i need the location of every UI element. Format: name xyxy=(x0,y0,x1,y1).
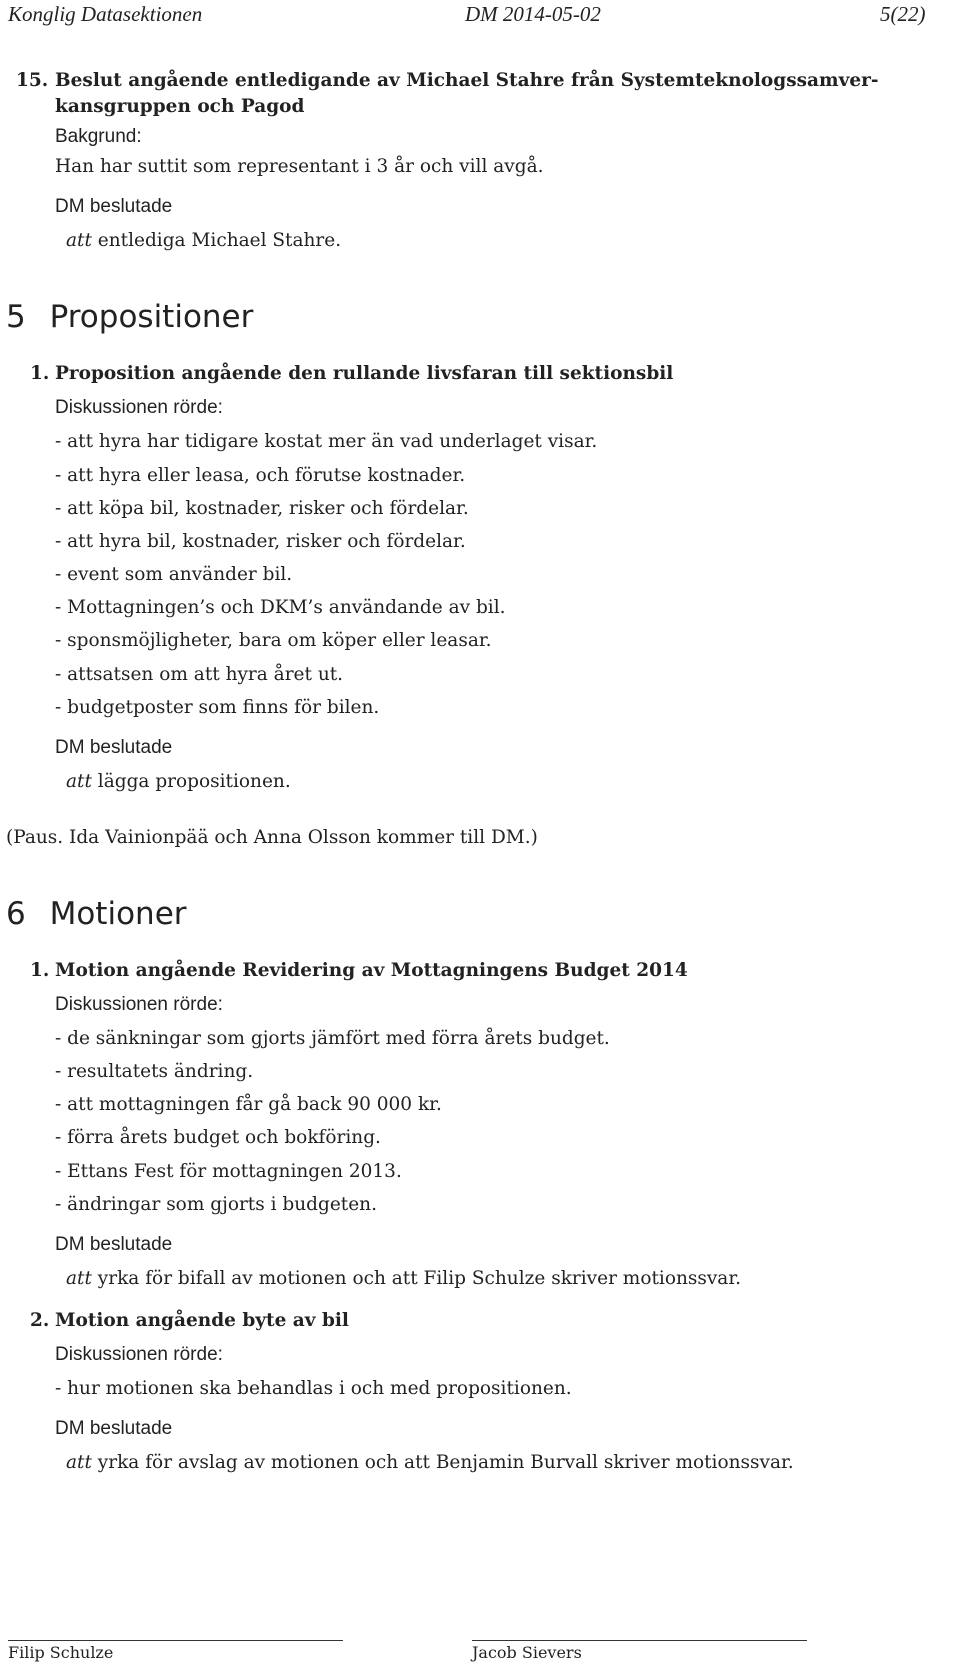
item-15-decision xyxy=(66,230,341,251)
section-5-item-1-point: - att hyra har tidigare kostat mer än vad underlaget visar. xyxy=(55,431,598,452)
signature-line-left xyxy=(8,1640,343,1641)
section-5-item-1-point: - att köpa bil, kostnader, risker och fördelar. xyxy=(55,498,469,519)
section-5-item-1-title: Proposition angående den rullande livsfaran till sektionsbil xyxy=(55,363,674,384)
section-6-item-1-point: - ändringar som gjorts i budgeten. xyxy=(55,1194,377,1215)
section-6-item-2-number: 2. xyxy=(30,1310,50,1331)
section-6-item-2-decision-att: att xyxy=(66,1452,92,1473)
section-5-item-1-decision-att: att xyxy=(66,771,92,792)
header-page-number: 5(22) xyxy=(880,2,926,26)
section-6-item-2-decision-heading: DM beslutade xyxy=(55,1418,173,1439)
section-5-item-1-point: - att hyra eller leasa, och förutse kostnader. xyxy=(55,465,466,486)
section-6-item-1-point: - Ettans Fest för mottagningen 2013. xyxy=(55,1161,402,1182)
section-6-item-1-point: - de sänkningar som gjorts jämfört med förra årets budget. xyxy=(55,1028,610,1049)
section-5-item-1-point: - budgetposter som finns för bilen. xyxy=(55,697,380,718)
section-5-heading xyxy=(6,299,253,335)
item-15-number: 15. xyxy=(16,70,49,91)
section-6-item-1-decision-att: att xyxy=(66,1268,92,1289)
section-5-item-1-point: - sponsmöjligheter, bara om köper eller leasar. xyxy=(55,630,492,651)
section-5-number: 5 xyxy=(6,299,26,335)
section-6-item-1-discussion-label: Diskussionen rörde: xyxy=(55,994,223,1015)
item-15-title-line1: Beslut angående entledigande av Michael Stahre från Systemteknologssamver- xyxy=(55,70,879,91)
signatory-left: Filip Schulze xyxy=(8,1643,114,1662)
section-6-item-1-title: Motion angående Revidering av Mottagningens Budget 2014 xyxy=(55,960,688,981)
section-6-item-1-point: - att mottagningen får gå back 90 000 kr. xyxy=(55,1094,442,1115)
section-6-item-1-point: - resultatets ändring. xyxy=(55,1061,254,1082)
section-6-item-2-discussion-label: Diskussionen rörde: xyxy=(55,1344,223,1365)
section-6-item-2-decision xyxy=(66,1452,794,1473)
item-15-decision-heading: DM beslutade xyxy=(55,196,173,217)
section-5-item-1-decision-heading: DM beslutade xyxy=(55,737,173,758)
section-6-item-1-decision-heading: DM beslutade xyxy=(55,1234,173,1255)
section-5-item-1-discussion-label: Diskussionen rörde: xyxy=(55,397,223,418)
section-6-item-1-decision xyxy=(66,1268,741,1289)
item-15-title-line2: kansgruppen och Pagod xyxy=(55,96,305,117)
section-5-item-1-point: - attsatsen om att hyra året ut. xyxy=(55,664,344,685)
section-6-item-1-number: 1. xyxy=(30,960,50,981)
section-6-item-2-title: Motion angående byte av bil xyxy=(55,1310,349,1331)
section-6-item-1-decision-text: yrka för bifall av motionen och att Filip Schulze skriver motionssvar. xyxy=(97,1268,742,1289)
signature-line-right xyxy=(472,1640,807,1641)
signatory-right: Jacob Sievers xyxy=(472,1643,582,1662)
section-6-number: 6 xyxy=(6,896,26,932)
section-6-item-1-point: - förra årets budget och bokföring. xyxy=(55,1127,381,1148)
section-5-title: Propositioner xyxy=(49,299,254,335)
section-6-item-2-decision-text: yrka för avslag av motionen och att Benjamin Burvall skriver motionssvar. xyxy=(97,1452,794,1473)
header-date: DM 2014-05-02 xyxy=(465,2,601,26)
pause-note: (Paus. Ida Vainionpää och Anna Olsson kommer till DM.) xyxy=(6,827,538,848)
section-6-heading xyxy=(6,896,187,932)
section-5-item-1-decision-text: lägga propositionen. xyxy=(97,771,291,792)
section-5-item-1-number: 1. xyxy=(30,363,50,384)
item-15-decision-att: att xyxy=(66,230,92,251)
section-5-item-1-decision xyxy=(66,771,291,792)
section-6-title: Motioner xyxy=(49,896,187,932)
section-6-item-2-point: - hur motionen ska behandlas i och med propositionen. xyxy=(55,1378,572,1399)
section-5-item-1-point: - event som använder bil. xyxy=(55,564,293,585)
item-15-background-text: Han har suttit som representant i 3 år och vill avgå. xyxy=(55,156,544,177)
section-5-item-1-point: - att hyra bil, kostnader, risker och fördelar. xyxy=(55,531,466,552)
item-15-background-label: Bakgrund: xyxy=(55,126,142,147)
section-5-item-1-point: - Mottagningen’s och DKM’s användande av bil. xyxy=(55,597,506,618)
header-organization: Konglig Datasektionen xyxy=(8,2,203,26)
item-15-decision-text: entlediga Michael Stahre. xyxy=(97,230,342,251)
